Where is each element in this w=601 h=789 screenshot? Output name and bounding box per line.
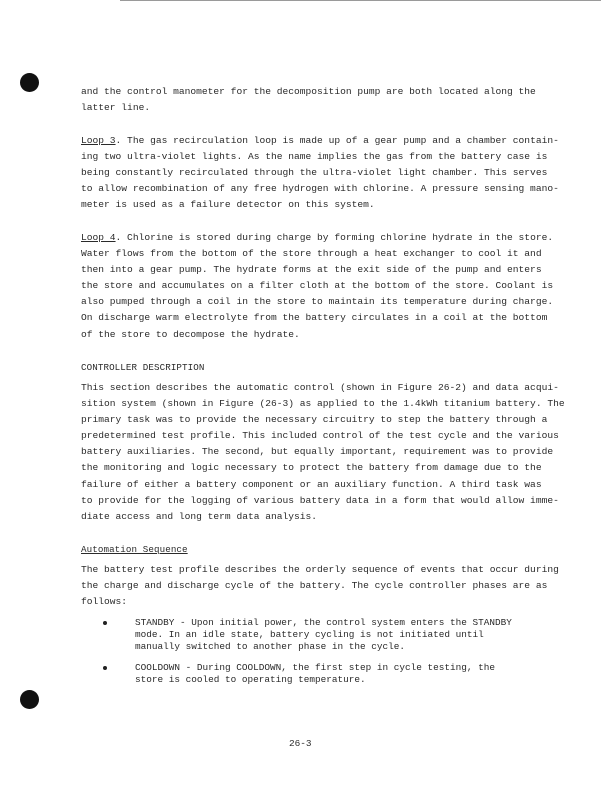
text-line: Water flows from the bottom of the store through a heat exchanger to cool it and <box>81 248 542 260</box>
text-line: latter line. <box>81 102 151 114</box>
text-line <box>81 230 554 246</box>
text-line <box>81 133 559 149</box>
text-line: meter is used as a failure detector on this system. <box>81 199 375 211</box>
text-line: COOLDOWN - During COOLDOWN, the first step in cycle testing, the <box>135 662 496 673</box>
text-line: the store and accumulates on a filter cloth at the bottom of the store. Coolant is <box>81 280 554 292</box>
text-line: battery auxiliaries. The second, but equally important, requirement was to provide <box>81 446 554 458</box>
text-line: failure of either a battery component or an auxiliary function. A third task was <box>81 478 542 490</box>
automation-heading: Automation Sequence <box>81 544 188 555</box>
loop4-first-line: . Chlorine is stored during charge by forming chlorine hydrate in the store. <box>115 232 554 243</box>
text-line: diate access and long term data analysis. <box>81 510 318 522</box>
text-line: manually switched to another phase in the cycle. <box>135 641 406 653</box>
bullet-dot-icon <box>103 621 107 625</box>
text-line: mode. In an idle state, battery cycling is not initiated until <box>135 629 484 641</box>
loop4-label: Loop 4 <box>81 232 116 243</box>
text-line: STANDBY - Upon initial power, the control system enters the STANDBY <box>135 617 512 628</box>
loop3-first-line: . The gas recirculation loop is made up of a gear pump and a chamber contain- <box>115 135 559 146</box>
text-line: to allow recombination of any free hydrogen with chlorine. A pressure sensing mano- <box>81 183 559 195</box>
loop4-paragraph <box>81 230 554 343</box>
text-line: follows: <box>81 596 128 608</box>
text-line: being constantly recirculated through the ultra-violet light chamber. This serves <box>81 167 548 179</box>
text-line: predetermined test profile. This included control of the test cycle and the various <box>81 430 559 442</box>
text-line: to provide for the logging of various battery data in a form that would allow imme- <box>81 494 559 506</box>
loop3-label: Loop 3 <box>81 135 116 146</box>
text-line: The battery test profile describes the orderly sequence of events that occur during <box>81 564 559 575</box>
controller-heading: CONTROLLER DESCRIPTION <box>81 362 205 373</box>
punch-hole-bottom <box>20 690 39 709</box>
intro-paragraph <box>81 84 541 116</box>
text-line: sition system (shown in Figure (26-3) as applied to the 1.4kWh titanium battery. The <box>81 398 565 410</box>
text-line: of the store to decompose the hydrate. <box>81 328 300 340</box>
text-line: On discharge warm electrolyte from the battery circulates in a coil at the bottom <box>81 312 548 324</box>
text-line: the monitoring and logic necessary to protect the battery from damage due to the <box>81 462 542 474</box>
text-line: and the control manometer for the decomposition pump are both located along the <box>81 86 536 97</box>
text-line: primary task was to provide the necessary circuitry to step the battery through a <box>81 414 548 426</box>
loop3-paragraph <box>81 133 559 213</box>
text-line: then into a gear pump. The hydrate forms at the exit side of the pump and enters <box>81 264 542 276</box>
bullet-text <box>135 617 512 654</box>
automation-paragraph <box>81 562 559 610</box>
top-border-line <box>120 0 601 1</box>
text-line: This section describes the automatic control (shown in Figure 26-2) and data acqui- <box>81 382 559 393</box>
text-line: the charge and discharge cycle of the battery. The cycle controller phases are as <box>81 580 548 592</box>
text-line: also pumped through a coil in the store to maintain its temperature during charge. <box>81 296 554 308</box>
controller-paragraph <box>81 380 565 525</box>
text-line: ing two ultra-violet lights. As the name implies the gas from the battery case is <box>81 151 548 163</box>
text-line: store is cooled to operating temperature. <box>135 674 366 686</box>
punch-hole-top <box>20 73 39 92</box>
bullet-dot-icon <box>103 666 107 670</box>
bullet-text <box>135 662 495 686</box>
page-number: 26-3 <box>289 738 312 749</box>
